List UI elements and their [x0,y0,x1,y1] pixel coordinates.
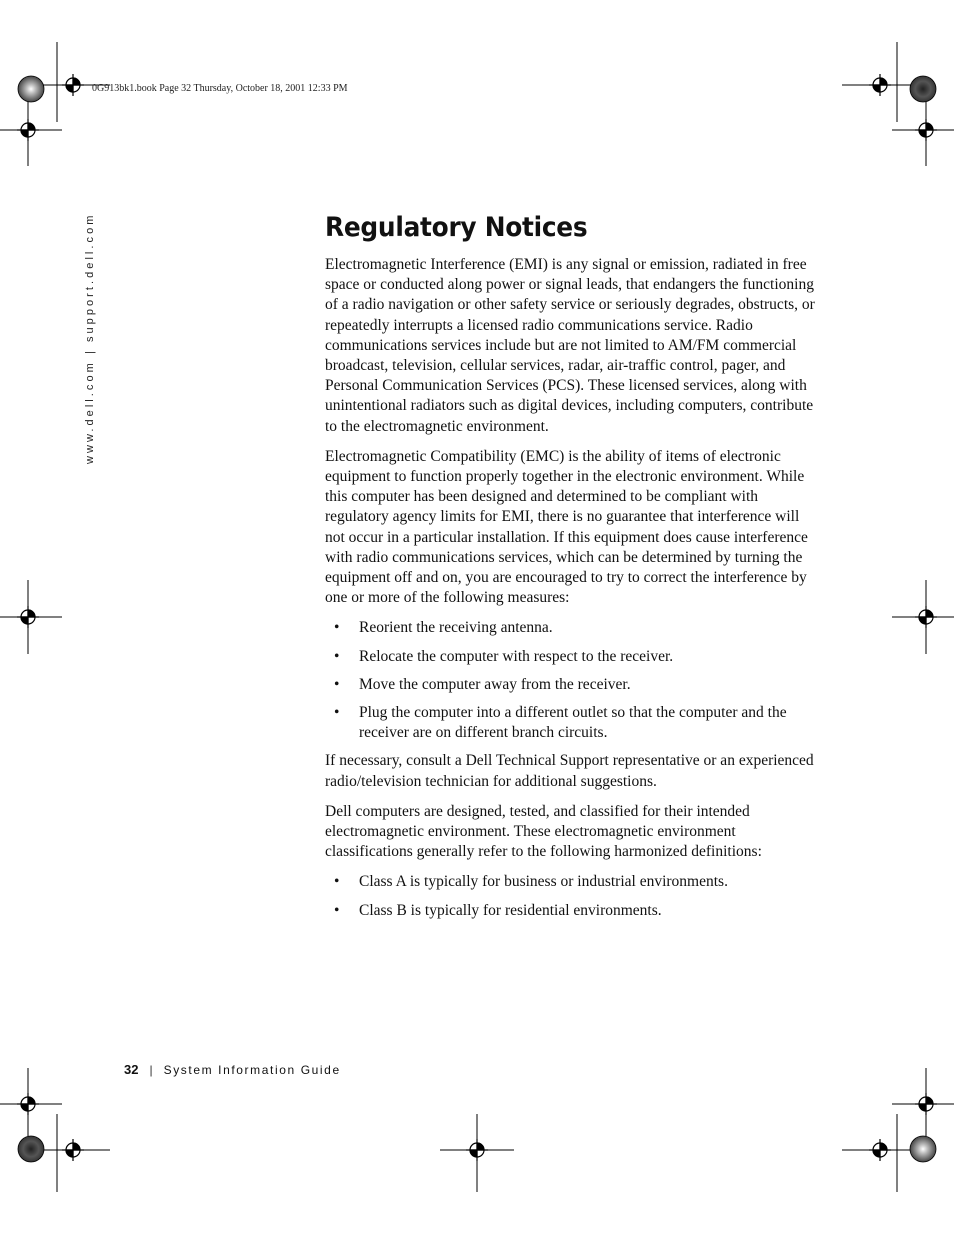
list-item: • Reorient the receiving antenna. [325,618,815,638]
list-item: • Class B is typically for residential environments. [325,901,815,921]
measures-list [325,618,815,743]
list-item: • Move the computer away from the receiver. [325,675,815,695]
page-footer [124,1062,341,1077]
footer-separator: | [149,1063,153,1077]
section-title: Regulatory Notices [325,212,588,243]
guide-title: System Information Guide [163,1063,341,1077]
paragraph-emc: Electromagnetic Compatibility (EMC) is the ability of items of electronic equipment to function properly together in the electronic environment. While this computer has been designed and determined to be compliant with regulatory agency limits for EMI, there is no guarantee that interference will not occur in a particular installation. If this equipment does cause interference with radio communications services, which can be determined by turning the equipment off and on, you are encouraged to try to correct the interference by one or more of the following measures: [325,447,808,607]
paragraph-emi: Electromagnetic Interference (EMI) is any signal or emission, radiated in free space or conducted along power or signal leads, that endangers the functioning of a radio navigation or other safety service or seriously degrades, obstructs, or repeatedly interrupts a licensed radio communications service. Radio communications services include but are not limited to AM/FM commercial broadcast, television, cellular services, radar, air-traffic control, pager, and Personal Communication Services (PCS). These licensed services, along with unintentional radiators such as digital devices, including computers, contribute to the electromagnetic environment. [325,256,815,435]
file-header: 0G913bk1.book Page 32 Thursday, October 18, 2001 12:33 PM [92,83,348,94]
list-item: • Relocate the computer with respect to the receiver. [325,647,815,667]
page-number: 32 [124,1062,139,1077]
classes-list [325,872,815,920]
side-url: www.dell.com | support.dell.com [84,212,96,464]
paragraph-consult: If necessary, consult a Dell Technical Support representative or an experienced radio/television technician for additional suggestions. [325,752,814,790]
list-item: • Class A is typically for business or industrial environments. [325,872,815,892]
paragraph-classification: Dell computers are designed, tested, and classified for their intended electromagnetic environment. These electromagnetic environment classifications generally refer to the following harmonized definitions: [325,802,762,861]
main-content [325,212,815,929]
list-item: • Plug the computer into a different outlet so that the computer and the receiver are on different branch circuits. [325,703,815,743]
